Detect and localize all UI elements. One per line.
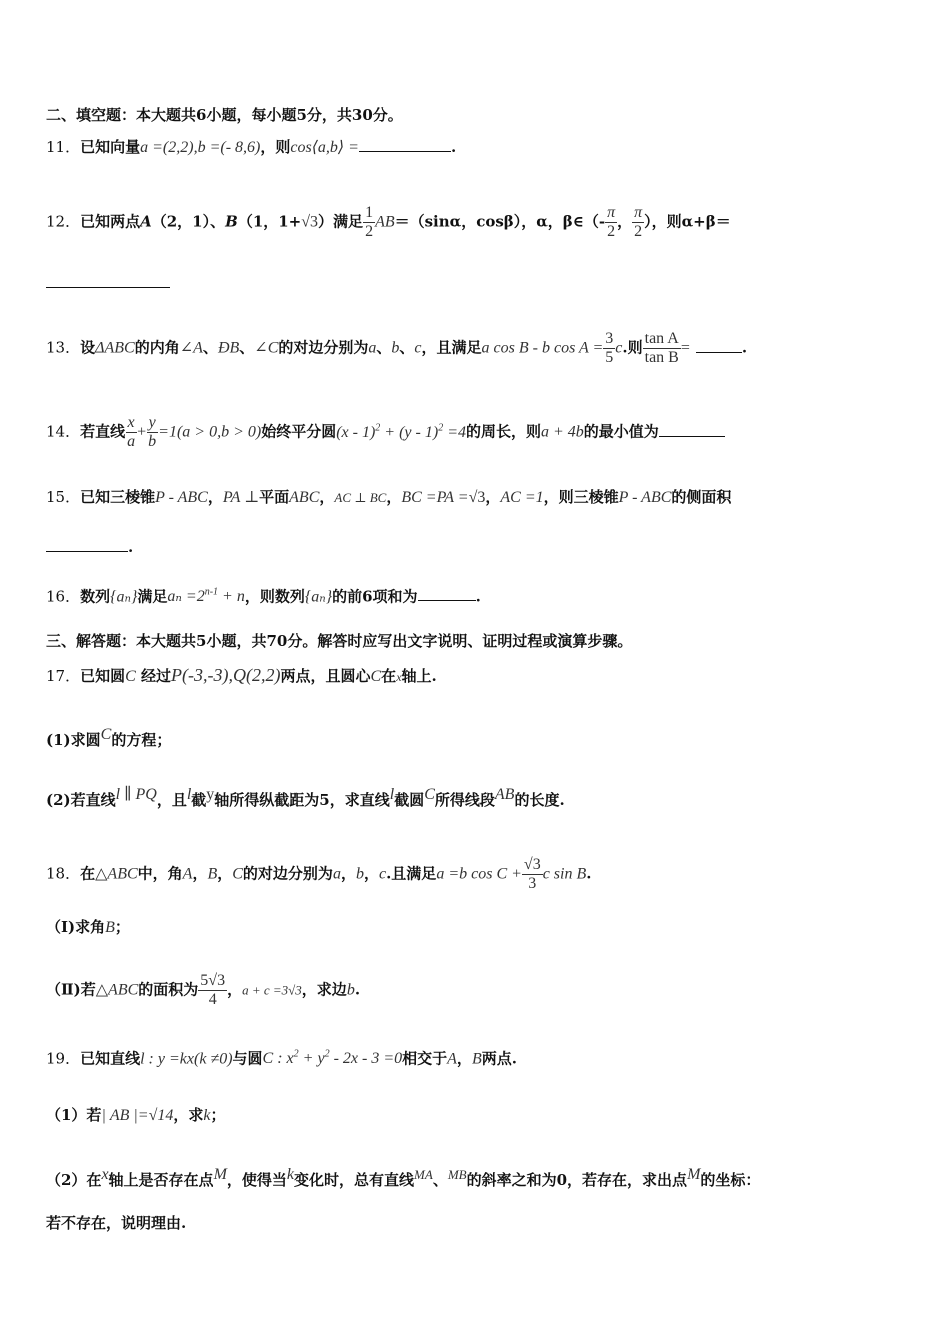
q15-number: 15． [46, 488, 81, 506]
eq-part: aₙ =2 [167, 588, 205, 606]
q19-p1-text: ； [210, 1106, 226, 1124]
q15-period: . [128, 538, 134, 556]
q17-p2-l2: l [389, 786, 395, 803]
q14-plus: + [137, 423, 147, 441]
q14-line-condition: =1(a > 0,b > 0) [158, 423, 262, 441]
q19-p2-text: 、 [432, 1171, 448, 1189]
q12-pi-half-2 [632, 204, 644, 241]
q13-angle-b: ÐB [217, 339, 240, 357]
q18-period: . [586, 864, 592, 883]
q18-p2-text: . [354, 980, 361, 999]
q19-p2-text: ，使得当 [226, 1171, 287, 1189]
q18-part-1 [46, 916, 920, 939]
q15-text: ， [386, 488, 402, 506]
eq-sup: 2 [324, 1049, 330, 1060]
q18-a: A [182, 865, 193, 883]
q13-number: 13． [46, 338, 81, 357]
q16-text: 数列 [80, 587, 111, 606]
q15-text: ， [207, 488, 223, 506]
frac-den: 2 [634, 223, 643, 240]
q13-text: 设 [80, 338, 96, 357]
q13-text: 、 [376, 338, 392, 357]
q17-p1-text: (1)求圆 [46, 731, 101, 749]
q12-vector-ab: AB [375, 213, 395, 231]
q15-text: 的侧面积 [671, 488, 732, 506]
q13-tan-fraction [643, 330, 681, 367]
frac-den: tan B [644, 349, 679, 366]
q13-triangle: ΔABC [95, 339, 135, 357]
q18-text: ， [192, 864, 208, 883]
eq-part: - 2x - 3 =0 [329, 1050, 403, 1068]
eq-part: + n [218, 588, 245, 606]
q15-pyramid-2: P - ABC [618, 489, 672, 506]
q19-text: 两点. [481, 1049, 517, 1068]
q19-text: 相交于 [402, 1049, 448, 1068]
q13-angle-a: ∠A [179, 339, 203, 357]
q16-text: ，则数列 [244, 587, 305, 606]
q12-pi-half-1 [605, 204, 617, 241]
q13-side-a: a [368, 339, 377, 357]
question-18 [46, 856, 920, 893]
q13-side-b: b [391, 339, 400, 357]
q18-p2-area-fraction [198, 972, 227, 1009]
q12-comma: ， [617, 212, 633, 231]
q19-part-1 [46, 1104, 920, 1127]
question-19 [46, 1044, 920, 1070]
question-15 [46, 486, 920, 509]
q17-circle: C [125, 668, 136, 685]
q13-period: . [741, 338, 748, 357]
q15-sqrt: √3 [468, 489, 486, 506]
q18-side-a: a [332, 865, 341, 883]
q15-plane: ABC [289, 489, 320, 506]
q13-c: c [615, 339, 623, 357]
q16-text: 的前6项和为 [332, 587, 418, 606]
q17-part-1 [46, 724, 920, 751]
q19-part-2 [46, 1164, 920, 1191]
q17-text: 轴上. [401, 667, 437, 685]
q19-text: 与圆 [232, 1049, 263, 1068]
q17-center: C [370, 668, 382, 685]
section-2-heading: 二、填空题：本大题共6小题，每小题5分，共30分。 [46, 106, 403, 124]
q13-text: 、 [399, 338, 415, 357]
q18-p2-text: 的面积为 [138, 980, 199, 999]
q19-p2-ma: MA [414, 1167, 433, 1182]
q18-text: ， [363, 864, 379, 883]
q15-answer-blank[interactable] [46, 537, 128, 552]
q12-half-fraction [363, 204, 375, 241]
eq-sup: 2 [375, 422, 381, 434]
q19-p1-text: （1）若 [46, 1106, 102, 1124]
q18-side-c: c [378, 865, 387, 883]
q17-p2-text: ，且 [156, 791, 187, 809]
q11-cos: cos⟨a,b⟩ = [290, 139, 359, 156]
q15-text: ，则三棱锥 [543, 488, 619, 506]
q19-circle-eq [263, 1050, 403, 1067]
q19-number: 19． [46, 1049, 81, 1068]
q17-p2-text: 的长度. [514, 791, 565, 809]
question-12 [46, 204, 920, 241]
q14-text: 始终平分圆 [261, 422, 337, 441]
frac-num: tan A [644, 330, 679, 347]
question-16 [46, 582, 920, 608]
frac-num: 5√3 [200, 972, 226, 989]
frac-den: 2 [607, 223, 616, 240]
q16-formula [167, 588, 244, 605]
eq-part: + (y - 1) [380, 423, 439, 441]
q16-number: 16． [46, 587, 81, 606]
q18-p2-text: ， [227, 980, 243, 999]
q18-b: B [207, 865, 218, 883]
q19-p2-text: （2）在 [46, 1171, 102, 1189]
eq-part: (x - 1) [336, 423, 376, 441]
q13-text: ，且满足 [421, 338, 482, 357]
q12-text: ＝（sinα，cosβ），α，β∈（- [394, 212, 606, 231]
q17-p2-text: 截 [191, 791, 207, 809]
question-13 [46, 330, 920, 367]
q18-text: .且满足 [386, 864, 437, 883]
q12-answer-blank[interactable] [46, 273, 170, 288]
q18-side-b: b [355, 865, 364, 883]
q14-text: 的周长，则 [465, 422, 541, 441]
q18-p2-text: ，求边 [301, 980, 347, 999]
q18-text: 中，角 [137, 864, 183, 883]
q18-c: C [232, 865, 243, 883]
q17-p2-text: (2)若直线 [46, 791, 116, 809]
q12-point-b: B [225, 212, 238, 231]
q15-answer-row [46, 536, 920, 558]
q19-a: A [447, 1050, 457, 1068]
q18-text: ， [217, 864, 233, 883]
q18-part-2 [46, 972, 920, 1009]
q15-text: 已知三棱锥 [80, 488, 156, 506]
q17-p1-circle: C [100, 726, 112, 743]
q18-equation: a =b cos C + [436, 865, 522, 883]
q11-period: . [450, 138, 457, 156]
q19-p2-text: 的斜率之和为0，若存在，求出点 [466, 1171, 688, 1189]
q17-p2-ab: AB [494, 786, 515, 803]
q19-p2-text: 的坐标： [700, 1171, 761, 1189]
q13-answer-blank[interactable] [696, 338, 742, 353]
q17-p2-parallel: l ∥ PQ [115, 786, 157, 803]
q17-text: 在 [381, 667, 397, 685]
q13-text: .则 [622, 338, 643, 357]
q14-text: 的最小值为 [583, 422, 659, 441]
q19-b: B [471, 1050, 482, 1068]
q11-text: ，则 [260, 138, 291, 156]
q17-p2-l: l [186, 786, 192, 803]
q13-fraction-3-5 [603, 330, 615, 367]
q13-text: 、 [239, 338, 255, 357]
q15-bc-pa: BC =PA = [401, 489, 469, 506]
q12-sqrt: √3 [301, 213, 319, 231]
q17-p2-text: 所得线段 [434, 791, 495, 809]
q12-point-a: A [140, 212, 152, 231]
eq-part: + y [298, 1050, 325, 1068]
q18-text: ， [340, 864, 356, 883]
frac-num: x [127, 414, 135, 431]
q13-equation: a cos B - b cos A = [481, 339, 604, 357]
q18-p2-text: （Ⅱ)若 [46, 980, 96, 999]
eq-sup: 2 [438, 422, 444, 434]
q15-text: ， [485, 488, 501, 506]
section-3-heading: 三、解答题：本大题共5小题，共70分。解答时应写出文字说明、证明过程或演算步骤。 [46, 632, 633, 650]
q15-pa-perp: PA ⊥ [222, 489, 260, 506]
q16-sequence-2: {aₙ} [304, 588, 333, 606]
q17-text: 经过 [135, 667, 172, 685]
q12-text: ）满足 [318, 212, 364, 231]
q12-text: 已知两点 [80, 212, 141, 231]
q17-text: 已知圆 [80, 667, 126, 685]
q18-text: 在 [80, 864, 96, 883]
q12-answer-row [46, 272, 920, 294]
q17-part-2 [46, 784, 920, 811]
q15-pyramid: P - ABC [155, 489, 208, 506]
q15-text: ， [319, 488, 335, 506]
q19-text: ， [456, 1049, 472, 1068]
q17-number: 17． [46, 667, 81, 685]
q14-answer-blank[interactable] [659, 422, 725, 437]
q18-number: 18． [46, 864, 81, 883]
q15-text: 平面 [259, 488, 290, 506]
frac-num: π [634, 204, 643, 221]
q18-p2-b: b [346, 981, 355, 999]
q19-text: 已知直线 [80, 1049, 141, 1068]
q19-p2-x: x [101, 1166, 109, 1183]
q11-text: 已知向量 [80, 138, 141, 156]
q13-angle-c: ∠C [254, 339, 279, 357]
q19-p2-m: M [213, 1166, 227, 1183]
q19-p2-mb: MB [447, 1167, 467, 1182]
q19-p2-k: k [286, 1166, 295, 1183]
q16-text: 满足 [137, 587, 168, 606]
frac-num: 1 [365, 204, 374, 221]
frac-den: a [127, 433, 136, 450]
q18-csinb: c sin B [542, 865, 587, 883]
q11-number: 11． [46, 138, 81, 156]
q14-x-over-a [125, 414, 137, 451]
q16-period: . [475, 587, 481, 606]
question-11 [46, 136, 920, 159]
q12-number: 12． [46, 212, 81, 231]
q19-p2-m2: M [687, 1166, 701, 1183]
question-14 [46, 414, 920, 451]
q16-sequence: {aₙ} [110, 588, 138, 606]
frac-den: 5 [605, 349, 614, 366]
q13-text: 的内角 [134, 338, 180, 357]
q13-equals: = [680, 339, 690, 357]
q18-p2-triangle: △ABC [95, 981, 139, 999]
q19-p2-text: 变化时，总有直线 [294, 1171, 415, 1189]
q19-line: l : y =kx(k ≠0) [140, 1050, 233, 1068]
q17-text: 两点，且圆心 [280, 667, 371, 685]
q17-p2-y: y [206, 786, 215, 803]
frac-den: b [148, 433, 157, 450]
q11-answer-blank[interactable] [359, 137, 451, 152]
frac-den: 2 [365, 223, 374, 240]
q14-circle-eq [336, 424, 466, 441]
q14-number: 14． [46, 422, 81, 441]
q18-p1-b: B [105, 919, 115, 936]
q19-part-2-cont: 若不存在，说明理由. [46, 1214, 187, 1232]
q13-side-c: c [414, 339, 422, 357]
frac-num: √3 [523, 856, 541, 873]
q18-sqrt3-over-3 [522, 856, 543, 893]
eq-part: =4 [443, 423, 466, 441]
q14-text: 若直线 [80, 422, 126, 441]
q12-text: （1，1+ [237, 212, 302, 231]
frac-num: y [148, 414, 156, 431]
q11-vectors: a =(2,2),b =(- 8,6) [140, 139, 261, 156]
q12-text: ），则α+β＝ [644, 212, 731, 231]
q18-text: 的对边分别为 [242, 864, 333, 883]
q16-answer-blank[interactable] [418, 586, 476, 601]
q17-p2-text: 轴所得纵截距为5，求直线 [214, 791, 390, 809]
q15-ac-perp-bc: AC ⊥ BC [334, 490, 387, 505]
q19-p1-k: k [203, 1107, 211, 1124]
q19-p1-ab: | AB |=√14 [101, 1107, 174, 1124]
q19-p2-text: 轴上是否存在点 [108, 1171, 214, 1189]
q12-text: （2，1）、 [151, 212, 226, 231]
q17-p2-c: C [424, 786, 435, 803]
frac-den: 3 [528, 875, 537, 892]
q15-ac: AC =1 [500, 489, 544, 506]
question-17 [46, 664, 920, 688]
q18-p1-text: （Ⅰ)求角 [46, 918, 106, 936]
q13-text: 的对边分别为 [278, 338, 369, 357]
eq-part: C : x [262, 1050, 294, 1068]
q19-p1-text: ，求 [173, 1106, 204, 1124]
q18-triangle: △ABC [95, 865, 138, 883]
q17-points: P(-3,-3),Q(2,2) [171, 665, 281, 685]
q17-x-axis: x [396, 670, 402, 684]
eq-sup: 2 [293, 1049, 299, 1060]
eq-sup: n-1 [204, 587, 219, 598]
q18-p2-sum: a + c =3√3 [242, 982, 302, 998]
q14-y-over-b [146, 414, 158, 451]
q14-expression: a + 4b [541, 423, 584, 441]
q17-p2-text: 截圆 [394, 791, 425, 809]
q18-p1-text: ； [114, 918, 130, 936]
frac-num: 3 [605, 330, 614, 347]
q13-text: 、 [202, 338, 218, 357]
frac-den: 4 [208, 991, 217, 1008]
frac-num: π [607, 204, 616, 221]
q17-p1-text: 的方程； [111, 731, 172, 749]
